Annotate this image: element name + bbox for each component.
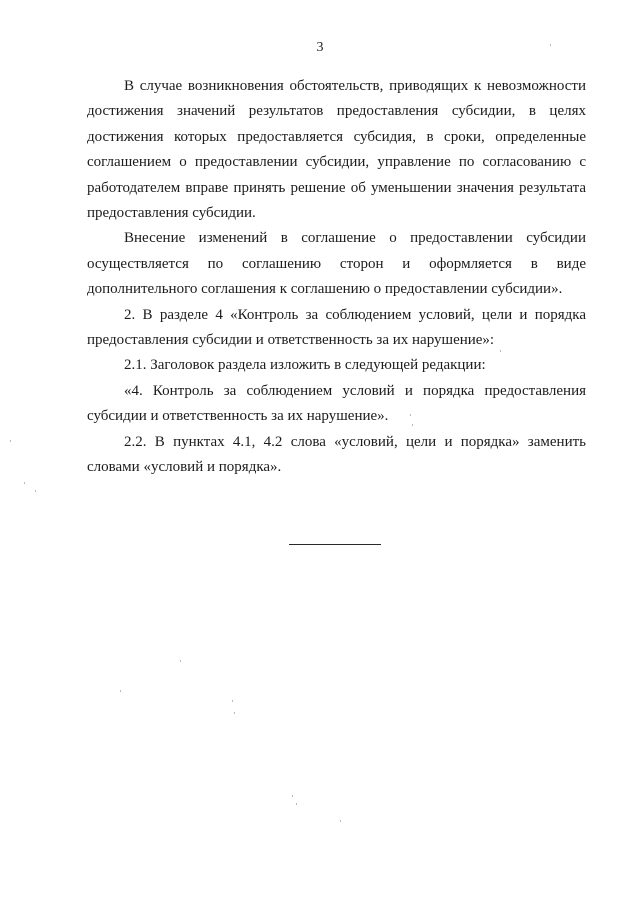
text-line: В случае возникновения обстоятельств, приводящих к невозможности bbox=[124, 78, 586, 94]
scan-speck bbox=[232, 700, 233, 702]
text-line: «4. Контроль за соблюдением условий и порядка предоставления bbox=[124, 382, 586, 399]
text-line: 2.1. Заголовок раздела изложить в следующей редакции: bbox=[124, 357, 486, 374]
text-line: субсидии и ответственность за их нарушение». bbox=[87, 408, 389, 425]
text-line: соглашением о предоставлении субсидии, управление по согласованию с bbox=[87, 154, 586, 171]
scan-speck bbox=[410, 414, 411, 416]
scan-speck bbox=[340, 820, 341, 822]
page-number: 3 bbox=[316, 40, 324, 55]
text-line: Внесение изменений в соглашение о предоставлении субсидии bbox=[124, 230, 586, 247]
closing-separator-line bbox=[289, 544, 381, 545]
paragraph-item-2-1 bbox=[87, 353, 586, 378]
scan-speck bbox=[234, 712, 235, 714]
paragraph-subsidy-reduction bbox=[87, 74, 586, 226]
scan-speck bbox=[24, 482, 25, 484]
scan-speck bbox=[180, 660, 181, 662]
paragraph-section-4-title bbox=[87, 379, 586, 430]
text-line: предоставления субсидии и ответственность за их нарушение»: bbox=[87, 332, 495, 349]
scan-speck bbox=[35, 490, 36, 492]
text-line: работодателем вправе принять решение об уменьшении значения результата bbox=[87, 179, 586, 196]
scan-speck bbox=[550, 44, 551, 46]
text-line: предоставления субсидии. bbox=[87, 205, 256, 222]
text-line: 2.2. В пунктах 4.1, 4.2 слова «условий, цели и порядка» заменить bbox=[124, 433, 586, 450]
scan-speck bbox=[120, 690, 121, 692]
paragraph-amendments bbox=[87, 226, 586, 302]
text-line: 2. В разделе 4 «Контроль за соблюдением условий, цели и порядка bbox=[124, 306, 586, 323]
text-line: осуществляется по соглашению сторон и оформляется в виде bbox=[87, 255, 586, 272]
paragraph-item-2 bbox=[87, 303, 586, 354]
text-line: словами «условий и порядка». bbox=[87, 459, 282, 476]
scan-speck bbox=[412, 424, 413, 426]
text-line: достижения которых предоставляется субсидия, в сроки, определенные bbox=[87, 128, 586, 145]
text-line: достижения значений результатов предоставления субсидии, в целях bbox=[87, 103, 586, 120]
document-body bbox=[87, 74, 586, 481]
scan-speck bbox=[296, 803, 297, 805]
scan-speck bbox=[10, 440, 11, 442]
paragraph-item-2-2 bbox=[87, 430, 586, 481]
scan-speck bbox=[292, 795, 293, 797]
scan-speck bbox=[500, 350, 501, 352]
text-line: дополнительного соглашения к соглашению о предоставлении субсидии». bbox=[87, 281, 563, 298]
